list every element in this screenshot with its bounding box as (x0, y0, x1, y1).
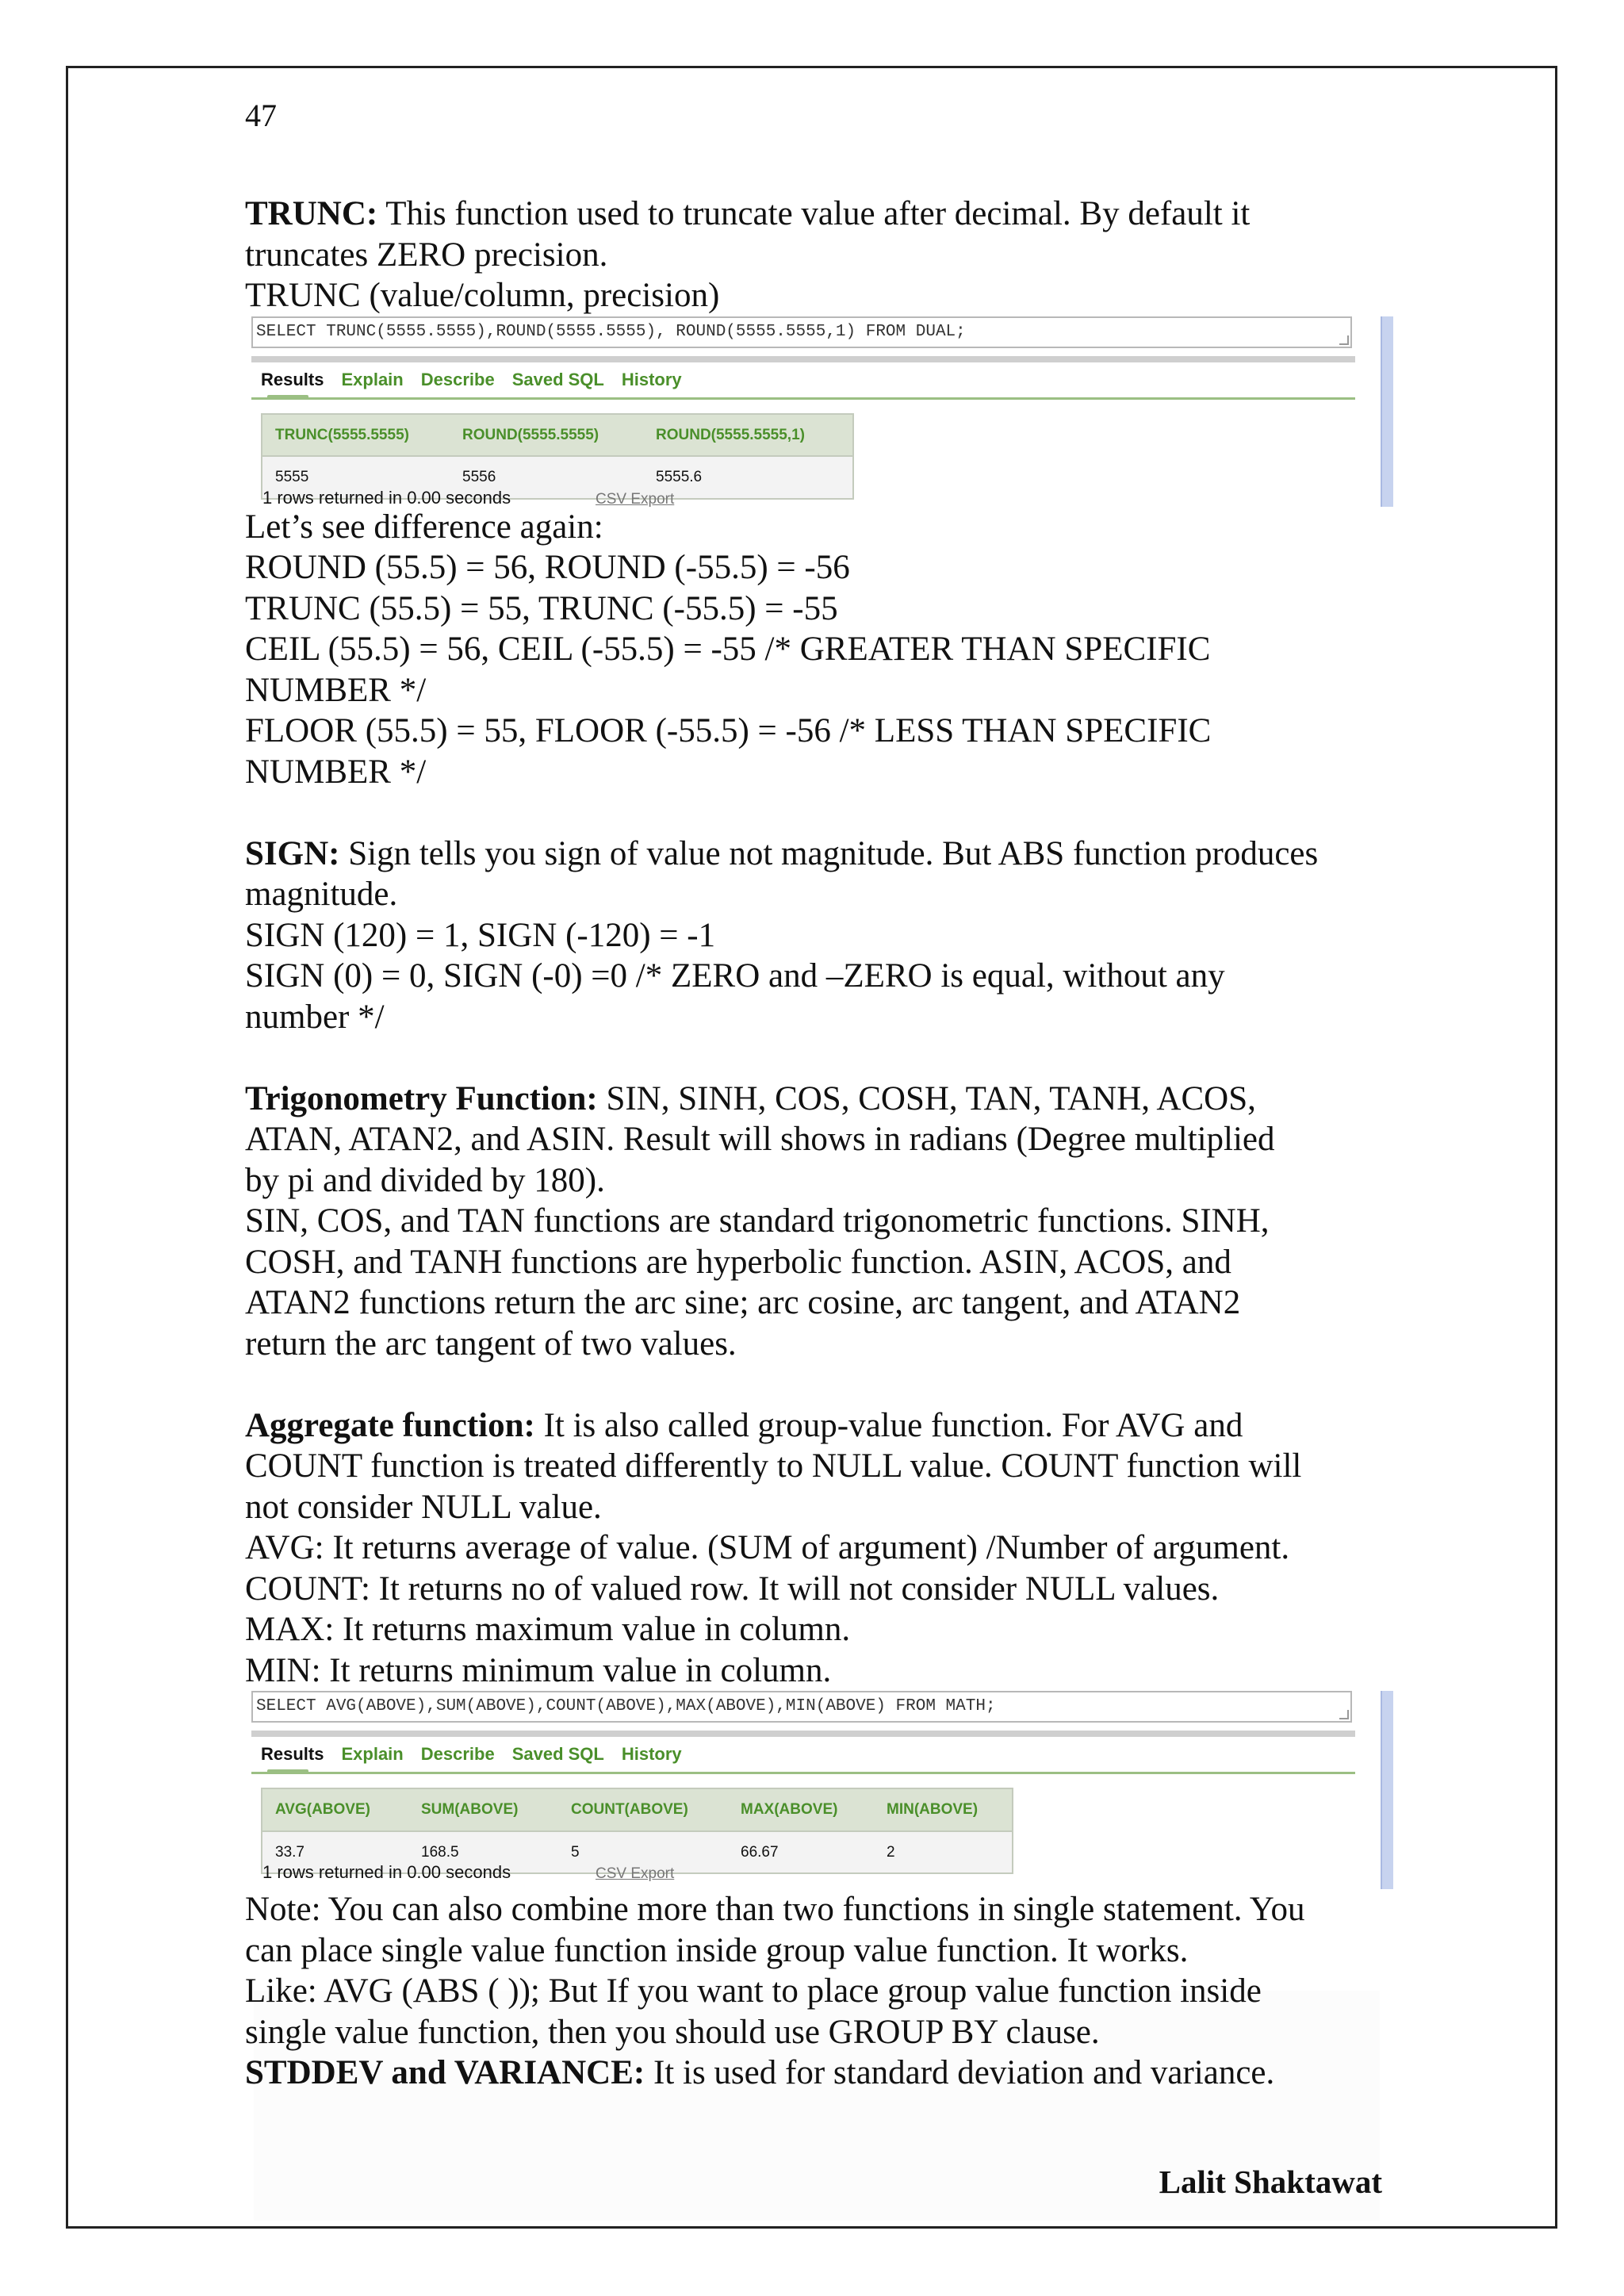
tab-history[interactable]: History (621, 369, 682, 389)
column-header: MIN(ABOVE) (874, 1788, 1013, 1831)
sign-line: SIGN (0) = 0, SIGN (-0) =0 /* ZERO and –ZERO is equal, without any (245, 957, 1225, 995)
aggregate-paragraph (245, 1405, 1395, 1447)
aggregate-heading: Aggregate function: (245, 1406, 535, 1444)
note-line: can place single value function inside group value function. It works. (245, 1931, 1189, 1969)
column-header: TRUNC(5555.5555) (262, 414, 450, 457)
resize-handle-icon[interactable] (1339, 335, 1349, 345)
trunc-heading: TRUNC: (245, 195, 378, 232)
note-line: Note: You can also combine more than two functions in single statement. You (245, 1891, 1305, 1928)
result-tabs-2 (261, 1738, 682, 1770)
difference-line: CEIL (55.5) = 56, CEIL (-55.5) = -55 /* GREATER THAN SPECIFIC (245, 631, 1211, 668)
tab-history[interactable]: History (621, 1744, 682, 1764)
difference-intro: Let’s see difference again: (245, 508, 603, 546)
trunc-description-2: truncates ZERO precision. (245, 236, 608, 274)
tab-saved-sql[interactable]: Saved SQL (511, 1744, 604, 1764)
trig-heading: Trigonometry Function: (245, 1079, 598, 1117)
csv-export-link[interactable]: CSV Export (596, 1865, 675, 1882)
difference-line: ROUND (55.5) = 56, ROUND (-55.5) = -56 (245, 549, 850, 586)
trig-line: return the arc tangent of two values. (245, 1324, 737, 1363)
query-panel-1 (251, 316, 1373, 507)
aggregate-line: COUNT: It returns no of valued row. It will not consider NULL values. (245, 1570, 1220, 1608)
table-header-row (262, 414, 853, 457)
table-cell: 5555.6 (643, 456, 853, 499)
column-header: AVG(ABOVE) (262, 1788, 408, 1831)
table-cell: 5556 (450, 456, 643, 499)
page-number: 47 (245, 98, 277, 133)
trig-line: ATAN2 functions return the arc sine; arc cosine, arc tangent, and ATAN2 (245, 1284, 1241, 1321)
aggregate-line: It is also called group-value function. For AVG and (534, 1406, 1243, 1444)
tab-underline (251, 397, 1355, 400)
sign-paragraph (245, 834, 1395, 875)
difference-line: TRUNC (55.5) = 55, TRUNC (-55.5) = -55 (245, 589, 838, 627)
tab-explain[interactable]: Explain (341, 369, 404, 389)
csv-export-link[interactable]: CSV Export (596, 490, 675, 508)
aggregate-line: AVG: It returns average of value. (SUM of argument) /Number of argument. (245, 1529, 1290, 1566)
column-header: COUNT(ABOVE) (558, 1788, 728, 1831)
table-cell: 168.5 (408, 1831, 558, 1874)
scrollbar[interactable] (1381, 1691, 1393, 1889)
sql-input-1[interactable]: SELECT TRUNC(5555.5555),ROUND(5555.5555), ROUND(5555.5555,1) FROM DUAL; (251, 316, 1352, 348)
tab-explain[interactable]: Explain (341, 1744, 404, 1764)
note-line: single value function, then you should use GROUP BY clause. (245, 2013, 1100, 2051)
column-header: ROUND(5555.5555) (450, 414, 643, 457)
table-header-row (262, 1788, 1013, 1831)
query-panel-2 (251, 1691, 1373, 1889)
sign-line: SIGN (120) = 1, SIGN (-120) = -1 (245, 916, 716, 954)
scrollbar[interactable] (1381, 316, 1393, 507)
rows-returned-status: 1 rows returned in 0.00 seconds (262, 487, 511, 508)
tab-describe[interactable]: Describe (420, 1744, 495, 1764)
table-cell: 5 (558, 1831, 728, 1874)
aggregate-line: MIN: It returns minimum value in column. (245, 1651, 832, 1689)
column-header: SUM(ABOVE) (408, 1788, 558, 1831)
trunc-paragraph (245, 194, 1395, 235)
aggregate-line: not consider NULL value. (245, 1488, 602, 1526)
difference-line: NUMBER */ (245, 753, 427, 791)
trig-line: SIN, SINH, COS, COSH, TAN, TANH, ACOS, (597, 1079, 1256, 1117)
sign-heading: SIGN: (245, 834, 340, 872)
resize-handle-icon[interactable] (1339, 1710, 1349, 1719)
trig-line: by pi and divided by 180). (245, 1161, 605, 1199)
tab-results[interactable]: Results (261, 1738, 324, 1770)
trig-paragraph (245, 1079, 1395, 1120)
tab-bar-divider (251, 1731, 1355, 1737)
result-tabs-1 (261, 364, 682, 396)
table-cell: 2 (874, 1831, 1013, 1874)
table-cell: 66.67 (728, 1831, 874, 1874)
sign-line: number */ (245, 998, 385, 1036)
difference-line: FLOOR (55.5) = 55, FLOOR (-55.5) = -56 /* LESS THAN SPECIFIC (245, 712, 1212, 749)
tab-describe[interactable]: Describe (420, 369, 495, 389)
trunc-syntax: TRUNC (value/column, precision) (245, 277, 720, 314)
column-header: ROUND(5555.5555,1) (643, 414, 853, 457)
table-cell: 5555 (262, 456, 450, 499)
aggregate-line: COUNT function is treated differently to NULL value. COUNT function will (245, 1447, 1302, 1485)
note-line: Like: AVG (ABS ( )); But If you want to place group value function inside (245, 1972, 1262, 2010)
tab-saved-sql[interactable]: Saved SQL (511, 369, 604, 389)
rows-returned-status: 1 rows returned in 0.00 seconds (262, 1862, 511, 1882)
page-content (245, 194, 1395, 2094)
stddev-description: It is used for standard deviation and variance. (645, 2054, 1275, 2091)
trig-line: ATAN, ATAN2, and ASIN. Result will shows in radians (Degree multiplied (245, 1121, 1275, 1158)
difference-line: NUMBER */ (245, 671, 427, 709)
tab-results[interactable]: Results (261, 364, 324, 396)
sql-input-2[interactable]: SELECT AVG(ABOVE),SUM(ABOVE),COUNT(ABOVE),MAX(ABOVE),MIN(ABOVE) FROM MATH; (251, 1691, 1352, 1723)
trig-line: COSH, and TANH functions are hyperbolic function. ASIN, ACOS, and (245, 1243, 1231, 1281)
aggregate-line: MAX: It returns maximum value in column. (245, 1611, 851, 1648)
trig-line: SIN, COS, and TAN functions are standard trigonometric functions. SINH, (245, 1202, 1270, 1240)
stddev-heading: STDDEV and VARIANCE: (245, 2054, 645, 2091)
column-header: MAX(ABOVE) (728, 1788, 874, 1831)
author-name: Lalit Shaktawat (1159, 2164, 1382, 2200)
sign-description: Sign tells you sign of value not magnitude. But ABS function produces (339, 834, 1319, 872)
sign-line: magnitude. (245, 876, 398, 913)
table-cell: 33.7 (262, 1831, 408, 1874)
stddev-paragraph (245, 2053, 1395, 2094)
tab-underline (251, 1772, 1355, 1774)
tab-bar-divider (251, 356, 1355, 362)
trunc-description: This function used to truncate value after decimal. By default it (377, 195, 1251, 232)
